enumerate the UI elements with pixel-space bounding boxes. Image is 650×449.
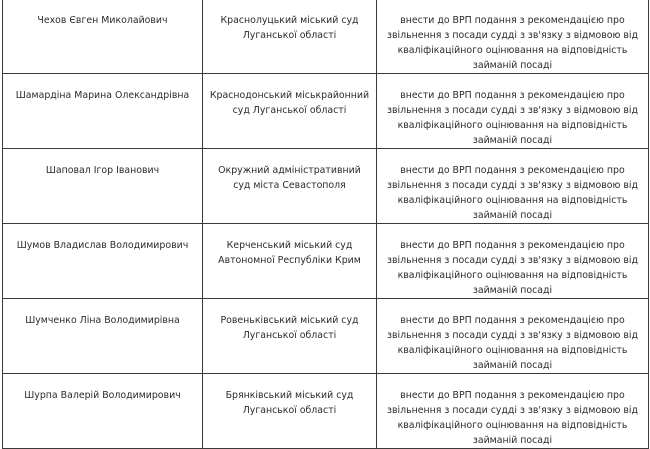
table-row (3, 149, 649, 224)
decision-text: внести до ВРП подання з рекомендацією про звільнення з посади судді з зв'язку з відмовою від кваліфікаційного оцінювання на відповідність займаній посаді (387, 390, 638, 446)
court-cell (203, 299, 377, 374)
judge-name-cell (3, 299, 203, 374)
court-name: Окружний адміністративний суд міста Севастополя (218, 165, 361, 191)
decision-cell (377, 74, 649, 149)
decision-text: внести до ВРП подання з рекомендацією про звільнення з посади судді з зв'язку з відмовою від кваліфікаційного оцінювання на відповідність займаній посаді (387, 90, 638, 146)
court-name: Брянківський міський суд Луганської області (225, 390, 354, 416)
decision-cell (377, 224, 649, 299)
judge-name-cell (3, 0, 203, 74)
judges-table (2, 0, 649, 449)
court-name: Краснодонський міськрайонний суд Луганської області (209, 90, 370, 116)
judge-name: Шурпа Валерій Володимирович (24, 390, 181, 401)
judge-name-cell (3, 374, 203, 449)
decision-text: внести до ВРП подання з рекомендацією про звільнення з посади судді з зв'язку з відмовою від кваліфікаційного оцінювання на відповідність займаній посаді (387, 165, 638, 221)
judge-name-cell (3, 149, 203, 224)
decision-text: внести до ВРП подання з рекомендацією про звільнення з посади судді з зв'язку з відмовою від кваліфікаційного оцінювання на відповідність займаній посаді (387, 240, 638, 296)
judge-name: Шумов Владислав Володимирович (16, 240, 189, 251)
decision-cell (377, 149, 649, 224)
court-cell (203, 374, 377, 449)
judge-name-cell (3, 224, 203, 299)
judge-name: Шумченко Ліна Володимирівна (25, 315, 180, 326)
judge-name-cell (3, 74, 203, 149)
court-cell (203, 224, 377, 299)
court-name: Керченський міський суд Автономної Республіки Крим (218, 240, 361, 266)
decision-text: внести до ВРП подання з рекомендацією про звільнення з посади судді з зв'язку з відмовою від кваліфікаційного оцінювання на відповідність займаній посаді (387, 15, 638, 71)
court-name: Ровеньківський міський суд Луганської області (220, 315, 359, 341)
court-cell (203, 149, 377, 224)
court-cell (203, 74, 377, 149)
decision-cell (377, 299, 649, 374)
court-name: Краснолуцький міський суд Луганської області (220, 15, 359, 41)
judge-name: Шамардіна Марина Олександрівна (15, 90, 190, 101)
decision-cell (377, 0, 649, 74)
judge-name: Чехов Євген Миколайович (37, 15, 168, 26)
table-row (3, 74, 649, 149)
decision-cell (377, 374, 649, 449)
table-row (3, 224, 649, 299)
judge-name: Шаповал Ігор Іванович (45, 165, 160, 176)
table-row (3, 374, 649, 449)
table-row (3, 0, 649, 74)
court-cell (203, 0, 377, 74)
decision-text: внести до ВРП подання з рекомендацією про звільнення з посади судді з зв'язку з відмовою від кваліфікаційного оцінювання на відповідність займаній посаді (387, 315, 638, 371)
table-row (3, 299, 649, 374)
